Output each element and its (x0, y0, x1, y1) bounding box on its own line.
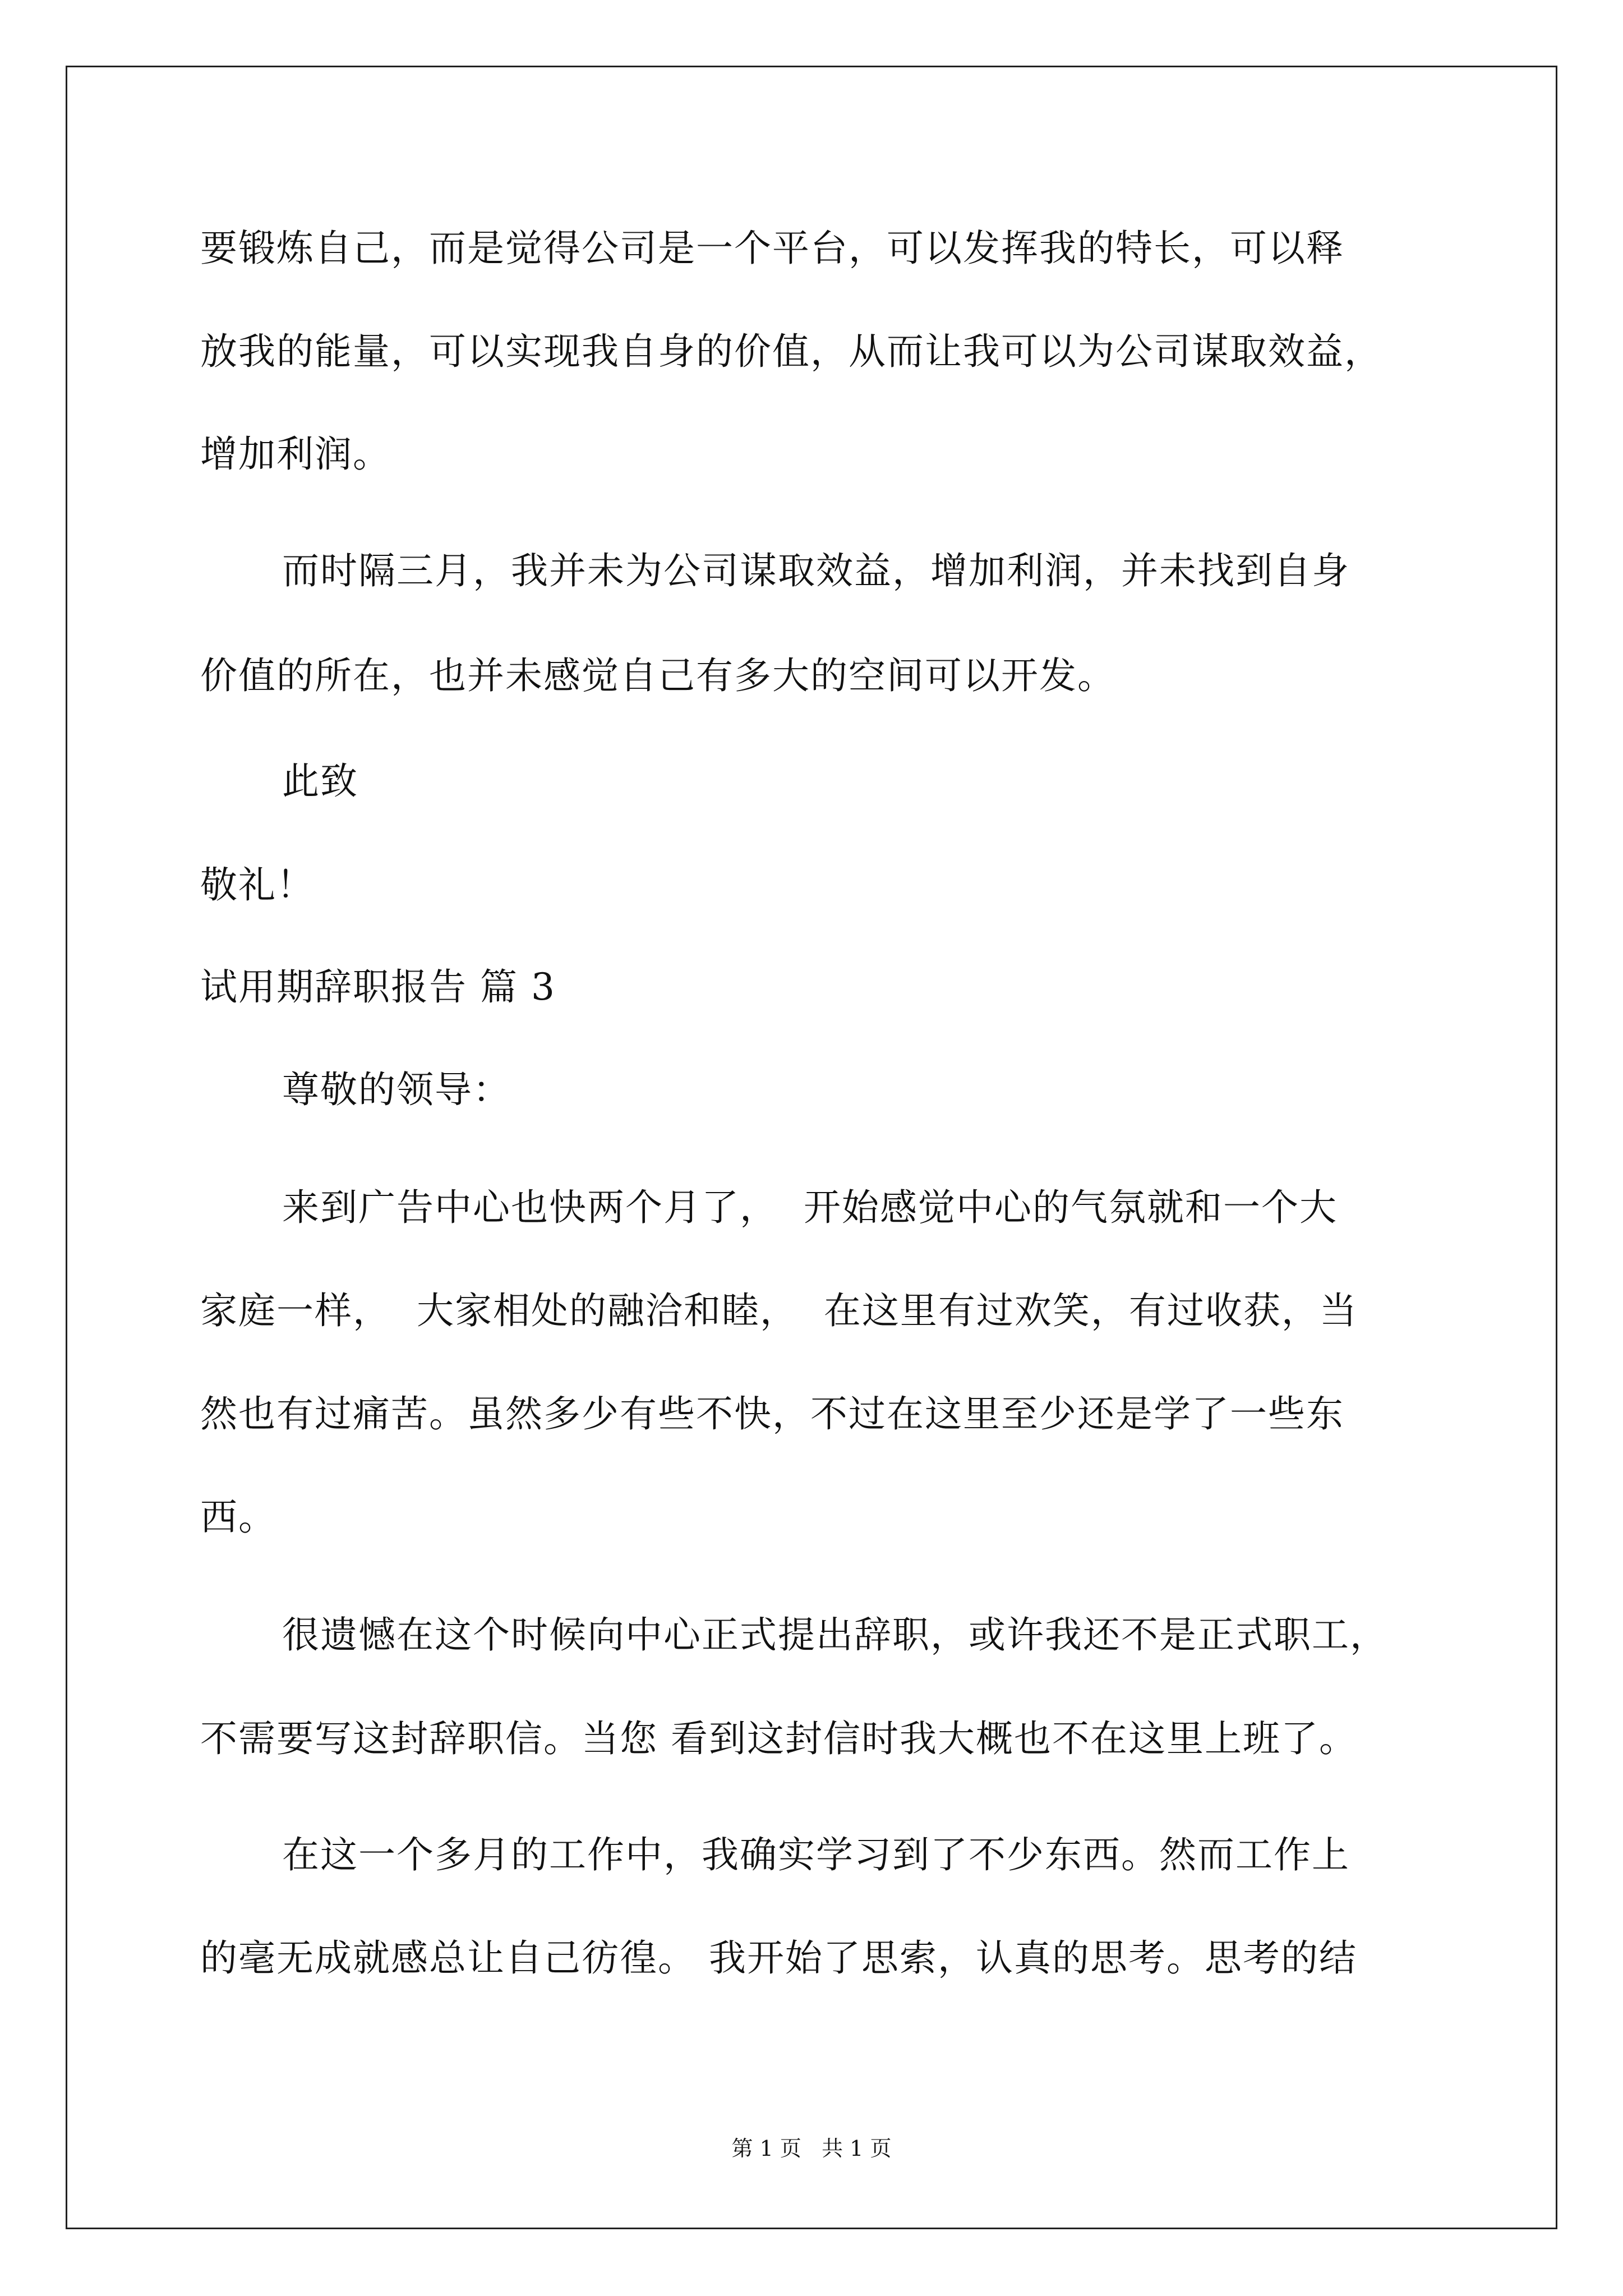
text-line: 的毫无成就感总让自己彷徨。 我开始了思索，认真的思考。思考的结 (200, 1936, 1357, 1980)
text-line: 增加利润。 (200, 432, 391, 476)
text-line: 而时隔三月，我并未为公司谋取效益，增加利润，并未找到自身 (282, 549, 1350, 592)
text-line: 家庭一样， 大家相处的融洽和睦， 在这里有过欢笑，有过收获，当 (200, 1289, 1358, 1332)
text-line: 放我的能量，可以实现我自身的价值，从而让我可以为公司谋取效益， (200, 330, 1382, 373)
text-line: 然也有过痛苦。虽然多少有些不快，不过在这里至少还是学了一些东 (200, 1392, 1344, 1435)
greeting: 尊敬的领导： (282, 1068, 511, 1111)
text-line: 要锻炼自己，而是觉得公司是一个平台，可以发挥我的特长，可以释 (200, 227, 1344, 270)
text-line: 在这一个多月的工作中，我确实学习到了不少东西。然而工作上 (282, 1833, 1350, 1876)
text-line: 来到广告中心也快两个月了， 开始感觉中心的气氛就和一个大 (282, 1186, 1338, 1229)
page-border (66, 66, 1557, 2229)
text-line: 西。 (200, 1496, 276, 1539)
text-line: 不需要写这封辞职信。当您 看到这封信时我大概也不在这里上班了。 (200, 1717, 1357, 1760)
closing-salutation: 此致 (282, 760, 358, 803)
closing-respect: 敬礼！ (200, 863, 315, 907)
page-footer: 第 1 页 共 1 页 (731, 2136, 892, 2161)
text-line: 价值的所在，也并未感觉自己有多大的空间可以开发。 (200, 654, 1115, 697)
section-heading: 试用期辞职报告 篇 3 (200, 965, 556, 1009)
text-line: 很遗憾在这个时候向中心正式提出辞职，或许我还不是正式职工， (282, 1613, 1388, 1657)
